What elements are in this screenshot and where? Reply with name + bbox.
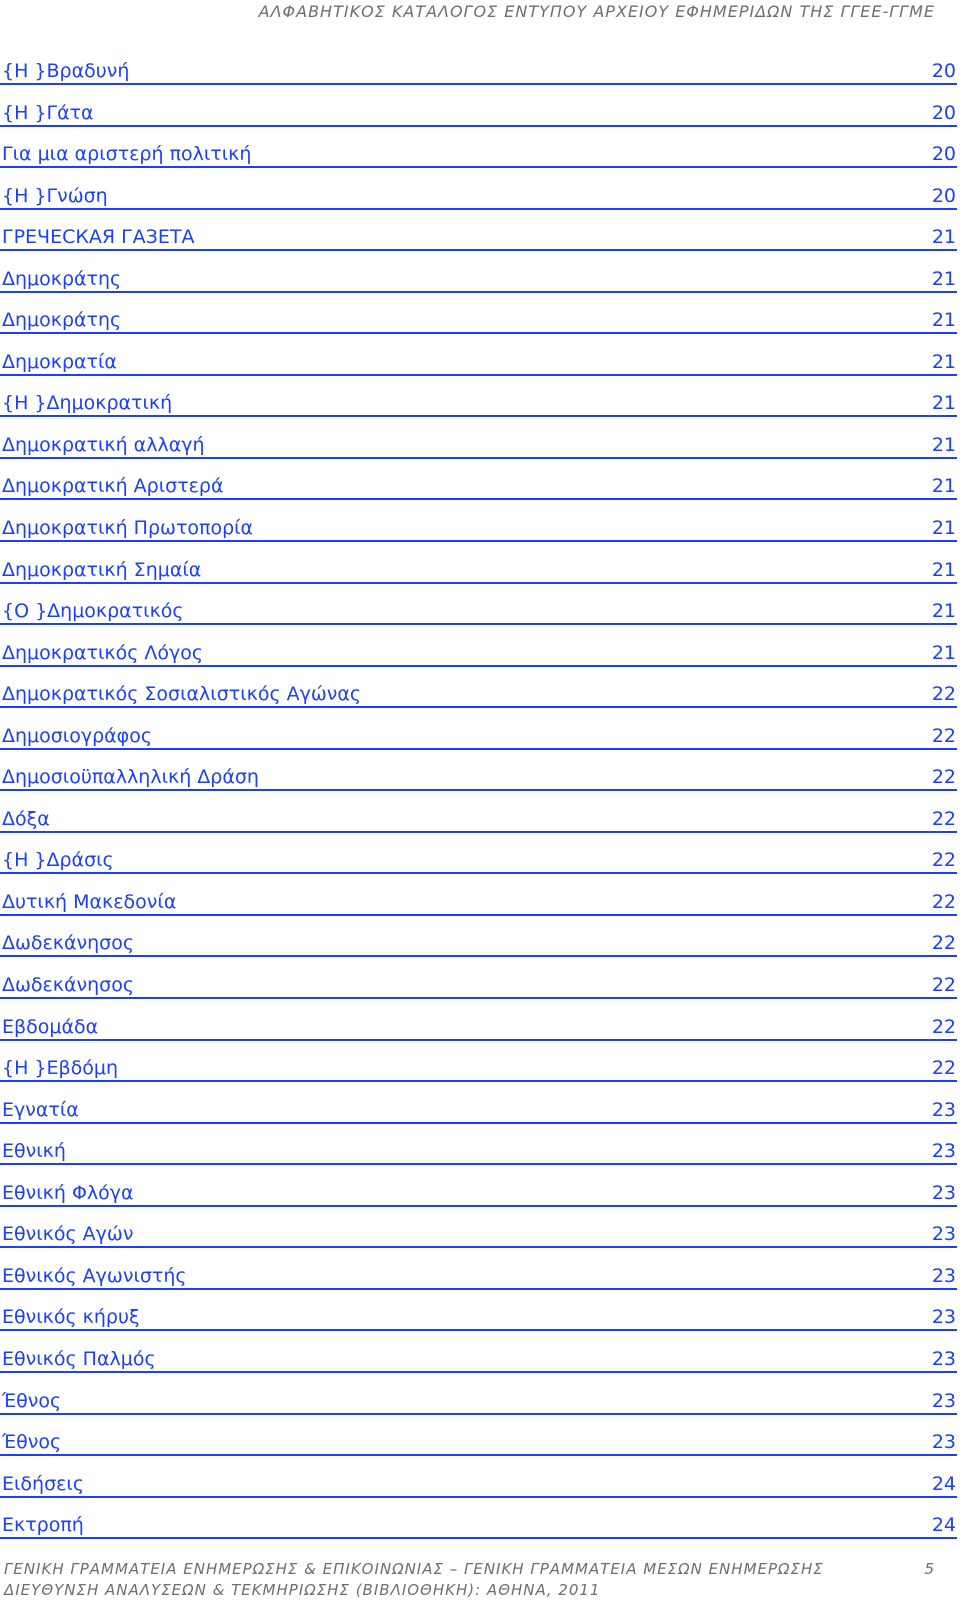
toc-row: [0, 301, 957, 343]
toc-entry-title: Εθνική Φλόγα: [2, 1181, 134, 1204]
toc-entry-title: Δυτική Μακεδονία: [2, 890, 177, 913]
toc-entry-title: Εθνικός Αγών: [2, 1223, 134, 1246]
toc-row: [0, 1049, 957, 1091]
toc-entry-title: Εθνικός κήρυξ: [2, 1306, 140, 1329]
toc-entry-page-number: 21: [931, 267, 956, 290]
toc-entry-page-number: 24: [931, 1514, 956, 1537]
toc-entry-page-number: 21: [931, 433, 956, 456]
toc-entry-link[interactable]: [0, 924, 957, 957]
toc-entry-link[interactable]: [0, 301, 957, 334]
toc-entry-page-number: 23: [931, 1264, 956, 1287]
toc-row: [0, 883, 957, 925]
toc-entry-title: {Ο }Δημοκρατικός: [2, 600, 184, 623]
toc-row: [0, 1298, 957, 1340]
footer-line-1: [4, 1560, 935, 1581]
toc-row: [0, 1382, 957, 1424]
toc-entry-link[interactable]: [0, 1174, 957, 1207]
toc-entry-page-number: 22: [931, 724, 956, 747]
toc-entry-title: {Η }Δράσις: [2, 849, 114, 872]
toc-entry-page-number: 21: [931, 558, 956, 581]
toc-entry-link[interactable]: [0, 384, 957, 417]
toc-entry-page-number: 20: [931, 60, 956, 82]
toc-entry-title: {Η }Δημοκρατική: [2, 392, 173, 415]
toc-entry-title: Δημοκρατικός Σοσιαλιστικός Αγώνας: [2, 683, 362, 706]
toc-entry-title: Εβδομάδα: [2, 1015, 99, 1038]
toc-entry-page-number: 22: [931, 932, 956, 955]
toc-row: [0, 52, 957, 94]
toc-entry-link[interactable]: [0, 426, 957, 459]
toc-entry-page-number: 23: [931, 1306, 956, 1329]
toc-entry-page-number: 22: [931, 849, 956, 872]
toc-entry-title: Έθνος: [2, 1431, 62, 1454]
toc-entry-page-number: 22: [931, 974, 956, 997]
table-of-contents: [0, 52, 957, 1548]
toc-entry-link[interactable]: [0, 592, 957, 625]
toc-entry-title: Δωδεκάνησος: [2, 932, 134, 955]
toc-entry-link[interactable]: [0, 509, 957, 542]
footer-page-number: 5: [924, 1560, 935, 1578]
toc-entry-title: Ειδήσεις: [2, 1472, 84, 1495]
toc-entry-page-number: 20: [931, 184, 956, 207]
toc-entry-page-number: 21: [931, 226, 956, 249]
toc-entry-page-number: 21: [931, 392, 956, 415]
toc-entry-link[interactable]: [0, 1382, 957, 1415]
toc-row: [0, 800, 957, 842]
header-title: ΑΛΦΑΒΗΤΙΚΟΣ ΚΑΤΑΛΟΓΟΣ ΕΝΤΥΠΟΥ ΑΡΧΕΙΟΥ ΕΦΗΜΕΡΙΔΩΝ ΤΗΣ ΓΓΕΕ-ΓΓΜΕ: [258, 2, 935, 21]
toc-entry-page-number: 22: [931, 683, 956, 706]
toc-entry-page-number: 21: [931, 475, 956, 498]
toc-entry-page-number: 21: [931, 517, 956, 540]
toc-entry-title: Δημοκρατική Αριστερά: [2, 475, 224, 498]
toc-entry-link[interactable]: [0, 1465, 957, 1498]
toc-entry-title: Δημοσιογράφος: [2, 724, 152, 747]
toc-entry-page-number: 21: [931, 309, 956, 332]
toc-entry-title: Έθνος: [2, 1389, 62, 1412]
toc-entry-page-number: 21: [931, 641, 956, 664]
toc-row: [0, 1132, 957, 1174]
toc-entry-page-number: 22: [931, 890, 956, 913]
toc-entry-title: Εθνικός Αγωνιστής: [2, 1264, 187, 1287]
toc-row: [0, 1215, 957, 1257]
toc-entry-title: {Η }Γάτα: [2, 101, 94, 124]
toc-entry-page-number: 23: [931, 1098, 956, 1121]
toc-entry-title: Δημοσιοϋπαλληλική Δράση: [2, 766, 259, 789]
toc-entry-page-number: 23: [931, 1223, 956, 1246]
toc-entry-link[interactable]: [0, 1049, 957, 1082]
toc-entry-link[interactable]: [0, 135, 957, 168]
toc-row: [0, 1423, 957, 1465]
toc-entry-title: {Η }Εβδόμη: [2, 1057, 119, 1080]
toc-entry-link[interactable]: [0, 841, 957, 874]
toc-entry-page-number: 22: [931, 1015, 956, 1038]
toc-row: [0, 758, 957, 800]
toc-entry-link[interactable]: [0, 343, 957, 376]
toc-entry-page-number: 23: [931, 1140, 956, 1163]
toc-entry-title: Για μια αριστερή πολιτική: [2, 143, 252, 166]
toc-entry-title: ГРЕЧЕСКАЯ ГАЗЕТА: [2, 226, 195, 249]
toc-entry-page-number: 22: [931, 1057, 956, 1080]
toc-entry-link[interactable]: [0, 52, 957, 85]
footer-line-2: [4, 1581, 935, 1602]
toc-entry-title: Δημοκρατία: [2, 350, 117, 373]
toc-entry-title: Δημοκρατική Πρωτοπορία: [2, 517, 254, 540]
toc-entry-title: Εθνική: [2, 1140, 66, 1163]
toc-row: [0, 1008, 957, 1050]
toc-entry-title: Δημοκράτης: [2, 309, 122, 332]
toc-entry-link[interactable]: [0, 467, 957, 500]
toc-entry-link[interactable]: [0, 551, 957, 584]
toc-entry-link[interactable]: [0, 1215, 957, 1248]
toc-entry-link[interactable]: [0, 800, 957, 833]
toc-row: [0, 509, 957, 551]
toc-row: [0, 135, 957, 177]
toc-entry-title: {Η }Βραδυνή: [2, 60, 130, 82]
toc-entry-title: Δημοκρατική Σημαία: [2, 558, 202, 581]
toc-row: [0, 1091, 957, 1133]
page-header: [0, 2, 935, 21]
toc-entry-link[interactable]: [0, 1257, 957, 1290]
toc-entry-page-number: 24: [931, 1472, 956, 1495]
toc-entry-page-number: 21: [931, 350, 956, 373]
toc-entry-link[interactable]: [0, 758, 957, 791]
toc-row: [0, 1340, 957, 1382]
toc-row: [0, 177, 957, 219]
footer-organization: ΓΕΝΙΚΗ ΓΡΑΜΜΑΤΕΙΑ ΕΝΗΜΕΡΩΣΗΣ & ΕΠΙΚΟΙΝΩΝΙΑΣ – ΓΕΝΙΚΗ ΓΡΑΜΜΑΤΕΙΑ ΜΕΣΩΝ ΕΝΗΜΕΡΩΣΗΣ: [4, 1560, 824, 1578]
toc-entry-link[interactable]: [0, 675, 957, 708]
toc-row: [0, 634, 957, 676]
toc-row: [0, 218, 957, 260]
toc-row: [0, 1506, 957, 1548]
toc-entry-link[interactable]: [0, 1091, 957, 1124]
toc-entry-link[interactable]: [0, 1132, 957, 1165]
toc-entry-title: Δημοκράτης: [2, 267, 122, 290]
toc-entry-link[interactable]: [0, 634, 957, 667]
toc-row: [0, 384, 957, 426]
toc-entry-title: Δωδεκάνησος: [2, 974, 134, 997]
toc-entry-title: Δόξα: [2, 807, 50, 830]
toc-row: [0, 675, 957, 717]
toc-entry-link[interactable]: [0, 260, 957, 293]
toc-row: [0, 717, 957, 759]
page-footer: [4, 1560, 935, 1602]
toc-entry-link[interactable]: [0, 717, 957, 750]
toc-row: [0, 592, 957, 634]
toc-entry-link[interactable]: [0, 1340, 957, 1373]
toc-entry-link[interactable]: [0, 218, 957, 251]
toc-row: [0, 426, 957, 468]
toc-entry-title: Εκτροπή: [2, 1514, 84, 1537]
toc-row: [0, 1174, 957, 1216]
toc-row: [0, 841, 957, 883]
toc-entry-page-number: 23: [931, 1431, 956, 1454]
toc-row: [0, 924, 957, 966]
toc-entry-link[interactable]: [0, 1423, 957, 1456]
toc-entry-link[interactable]: [0, 966, 957, 999]
toc-entry-link[interactable]: [0, 1008, 957, 1041]
toc-entry-title: {Η }Γνώση: [2, 184, 108, 207]
toc-entry-title: Δημοκρατικός Λόγος: [2, 641, 204, 664]
toc-entry-title: Εθνικός Παλμός: [2, 1347, 156, 1370]
toc-entry-link[interactable]: [0, 1506, 957, 1539]
toc-entry-title: Δημοκρατική αλλαγή: [2, 433, 205, 456]
toc-row: [0, 343, 957, 385]
toc-row: [0, 94, 957, 136]
toc-entry-page-number: 22: [931, 766, 956, 789]
toc-entry-link[interactable]: [0, 883, 957, 916]
footer-department: ΔΙΕΥΘΥΝΣΗ ΑΝΑΛΥΣΕΩΝ & ΤΕΚΜΗΡΙΩΣΗΣ (ΒΙΒΛΙΟΘΗΚΗ): ΑΘΗΝΑ, 2011: [4, 1581, 601, 1599]
toc-row: [0, 551, 957, 593]
toc-entry-page-number: 21: [931, 600, 956, 623]
toc-entry-link[interactable]: [0, 177, 957, 210]
toc-row: [0, 1257, 957, 1299]
toc-entry-page-number: 23: [931, 1347, 956, 1370]
toc-entry-title: Εγνατία: [2, 1098, 79, 1121]
toc-entry-page-number: 23: [931, 1181, 956, 1204]
toc-row: [0, 1465, 957, 1507]
toc-entry-page-number: 22: [931, 807, 956, 830]
toc-entry-link[interactable]: [0, 94, 957, 127]
toc-row: [0, 260, 957, 302]
toc-row: [0, 467, 957, 509]
toc-entry-page-number: 20: [931, 101, 956, 124]
toc-entry-page-number: 23: [931, 1389, 956, 1412]
toc-entry-link[interactable]: [0, 1298, 957, 1331]
toc-entry-page-number: 20: [931, 143, 956, 166]
toc-row: [0, 966, 957, 1008]
